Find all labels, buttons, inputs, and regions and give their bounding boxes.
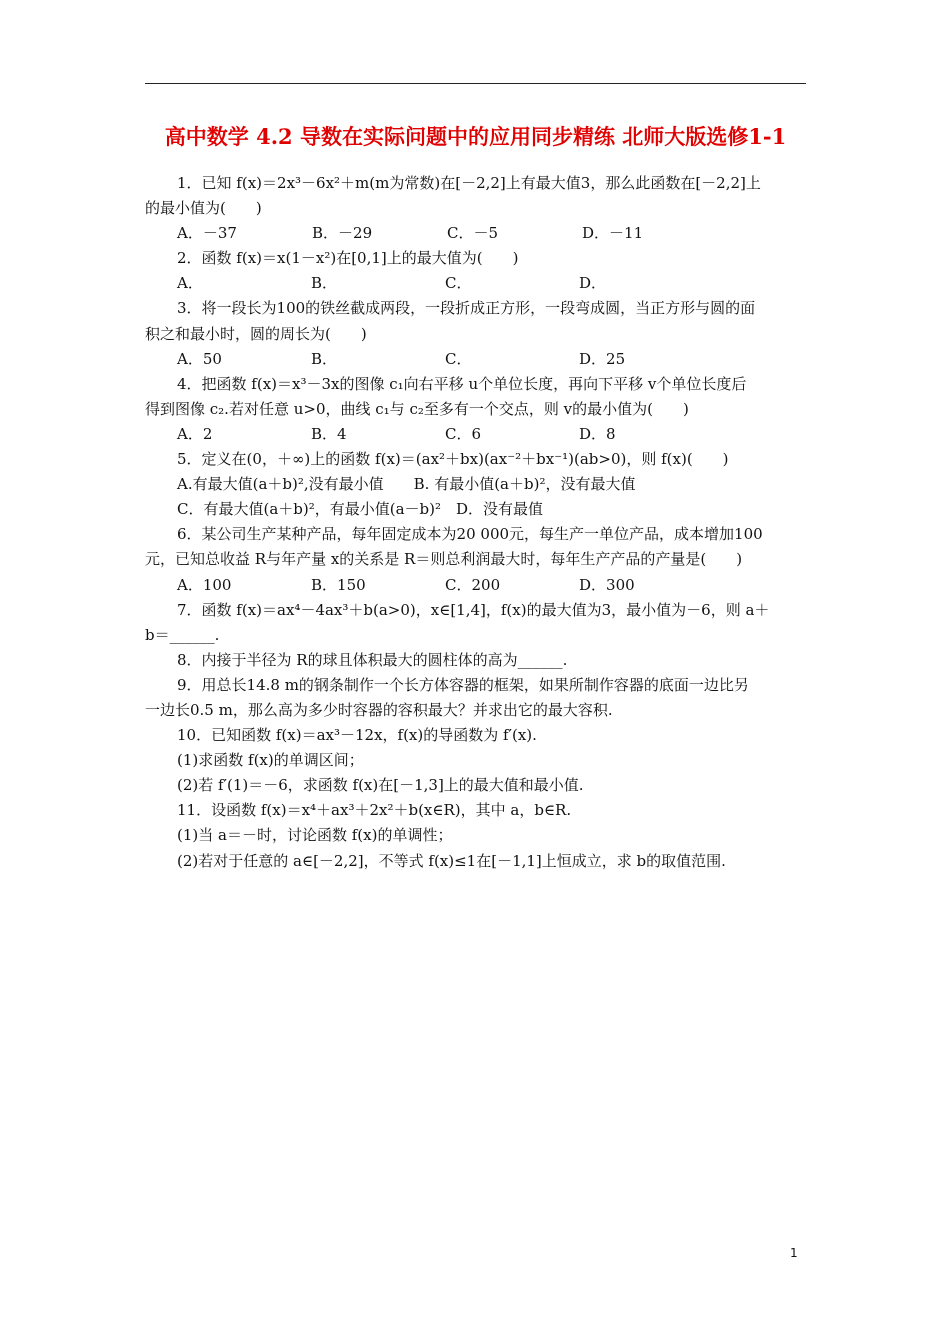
question-3-line-2: 积之和最小时，圆的周长为( ) <box>145 324 367 343</box>
option-b: B． <box>311 349 338 368</box>
question-11-line-1: 11．设函数 f(x)＝x⁴＋ax³＋2x²＋b(x∈R)，其中 a，b∈R. <box>177 801 572 820</box>
question-11-part-2: (2)若对于任意的 a∈[－2,2]，不等式 f(x)≤1在[－1,1]上恒成立，求 b的取值范围. <box>177 851 726 870</box>
question-3-options <box>145 347 806 372</box>
question-10-line-1: 10．已知函数 f(x)＝ax³－12x，f(x)的导函数为 f′(x). <box>177 726 537 745</box>
option-c: C． <box>445 349 472 368</box>
option-b: B．－29 <box>312 224 373 243</box>
question-4-options <box>145 422 806 447</box>
option-a: A．100 <box>177 575 232 594</box>
option-a: A．50 <box>177 349 222 368</box>
question-3-line-1: 3．将一段长为100的铁丝截成两段，一段折成正方形，一段弯成圆，当正方形与圆的面 <box>177 299 756 318</box>
question-5-options-cd: C．有最大值(a＋b)²，有最小值(a－b)² D．没有最值 <box>177 500 544 519</box>
option-a: A． <box>177 274 203 293</box>
document-title: 高中数学 4.2 导数在实际问题中的应用同步精练 北师大版选修1-1 <box>164 124 787 149</box>
option-c: C．6 <box>445 424 482 443</box>
document-body <box>145 171 806 874</box>
option-c: C． <box>445 274 472 293</box>
option-d: D．300 <box>579 575 635 594</box>
question-6-options <box>145 573 806 598</box>
option-c: C．200 <box>445 575 501 594</box>
question-9-line-1: 9．用总长14.8 m的钢条制作一个长方体容器的框架，如果所制作容器的底面一边比另 <box>177 675 749 694</box>
question-8: 8．内接于半径为 R的球且体积最大的圆柱体的高为______. <box>177 650 568 669</box>
option-d: D．－11 <box>582 224 644 243</box>
question-4-line-1: 4．把函数 f(x)＝x³－3x的图像 c₁向右平移 u个单位长度，再向下平移 v个单位长度后 <box>177 374 747 393</box>
question-7-line-2: b＝______. <box>145 625 220 644</box>
question-2-options <box>145 271 806 296</box>
option-d: D．8 <box>579 424 616 443</box>
option-c: C．－5 <box>447 224 499 243</box>
option-b: B．150 <box>311 575 366 594</box>
option-d: D． <box>579 274 607 293</box>
question-6-line-1: 6．某公司生产某种产品，每年固定成本为20 000元，每生产一单位产品，成本增加100 <box>177 525 763 544</box>
question-10-part-1: (1)求函数 f(x)的单调区间； <box>177 751 364 770</box>
option-b: B．4 <box>311 424 347 443</box>
page-number: 1 <box>790 1246 798 1260</box>
question-5-options-ab: A.有最大值(a＋b)²,没有最小值 B. 有最小值(a＋b)²，没有最大值 <box>177 475 636 494</box>
question-1-line-2: 的最小值为( ) <box>145 199 262 218</box>
question-1-options <box>145 221 806 246</box>
header-rule <box>145 83 806 84</box>
question-9-line-2: 一边长0.5 m，那么高为多少时容器的容积最大？并求出它的最大容积. <box>145 700 613 719</box>
question-11-part-1: (1)当 a＝－时，讨论函数 f(x)的单调性； <box>177 826 453 845</box>
question-1-line-1: 1．已知 f(x)＝2x³－6x²＋m(m为常数)在[－2,2]上有最大值3，那么此函数在[－2,2]上 <box>177 174 761 192</box>
question-2-line-1: 2．函数 f(x)＝x(1－x²)在[0,1]上的最大值为( ) <box>177 249 519 268</box>
question-10-part-2: (2)若 f′(1)＝－6，求函数 f(x)在[－1,3]上的最大值和最小值. <box>177 776 584 795</box>
option-b: B． <box>311 274 338 293</box>
option-a: A．－37 <box>177 224 237 243</box>
question-5-line-1: 5．定义在(0，＋∞)上的函数 f(x)＝(ax²＋bx)(ax⁻²＋bx⁻¹)(ab>0)，则 f(x)( ) <box>177 450 729 469</box>
question-4-line-2: 得到图像 c₂.若对任意 u>0，曲线 c₁与 c₂至多有一个交点，则 v的最小值为( ) <box>145 399 689 418</box>
option-a: A．2 <box>177 424 213 443</box>
question-6-line-2: 元，已知总收益 R与年产量 x的关系是 R＝则总利润最大时，每年生产产品的产量是( ) <box>145 550 743 569</box>
question-7-line-1: 7．函数 f(x)＝ax⁴－4ax³＋b(a>0)，x∈[1,4]，f(x)的最大值为3，最小值为－6，则 a＋ <box>177 600 770 619</box>
option-d: D．25 <box>579 349 626 368</box>
